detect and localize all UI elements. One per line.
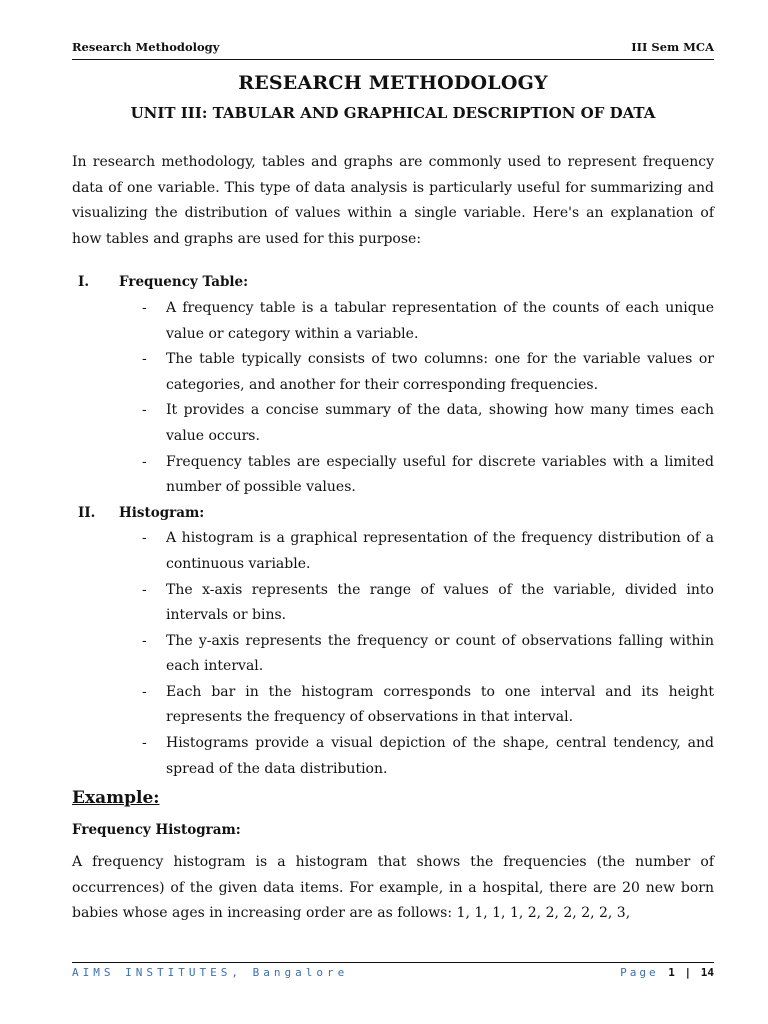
page-number [620, 966, 714, 979]
intro-paragraph: In research methodology, tables and graphs are commonly used to represent frequency data of one variable. This type of data analysis is particularly useful for summarizing and visualizing the distribution of values within a single variable. Here's an explanation of how tables and graphs are used for this purpose: [72, 154, 714, 247]
unit-subtitle: UNIT III: TABULAR AND GRAPHICAL DESCRIPTION OF DATA [130, 104, 656, 122]
page-label: Page [620, 966, 659, 979]
section-title: Histogram: [119, 504, 205, 521]
list-item: - Each bar in the histogram corresponds to one interval and its height represents the frequency of observations in that interval. [142, 683, 714, 726]
section-histogram [72, 501, 714, 783]
example-paragraph: A frequency histogram is a histogram that shows the frequencies (the number of occurrences) of the given data items. For example, in a hospital, there are 20 new born babies whose ages in increasing order are as follows: 1, 1, 1, 1, 2, 2, 2, 2, 2, 3, [72, 854, 714, 922]
section-heading [72, 501, 714, 527]
page-total: 14 [700, 966, 714, 979]
list-item: - A frequency table is a tabular representation of the counts of each unique value or category within a variable. [142, 299, 714, 342]
list-item: - Histograms provide a visual depiction of the shape, central tendency, and spread of the data distribution. [142, 735, 714, 777]
section-title: Frequency Table: [119, 274, 249, 291]
document-page [72, 40, 714, 927]
page-current: 1 [668, 966, 675, 979]
section-number: I. [78, 274, 90, 291]
frequency-histogram-heading: Frequency Histogram: [72, 822, 241, 839]
bullet-list [72, 526, 714, 782]
list-item: - The y-axis represents the frequency or count of observations falling within each interval. [142, 632, 714, 675]
list-item: - A histogram is a graphical representation of the frequency distribution of a continuous variable. [142, 530, 714, 572]
section-heading [72, 270, 714, 296]
page-title: RESEARCH METHODOLOGY [238, 72, 548, 94]
page-footer [72, 962, 714, 979]
list-item: - The x-axis represents the range of values of the variable, divided into intervals or bins. [142, 581, 714, 624]
section-number: II. [78, 504, 96, 521]
page-separator: | [684, 966, 692, 979]
bullet-list [72, 296, 714, 501]
example-heading: Example: [72, 788, 160, 809]
list-item: - It provides a concise summary of the data, showing how many times each value occurs. [142, 402, 714, 444]
header-left: Research Methodology [72, 40, 220, 54]
list-item: - The table typically consists of two columns: one for the variable values or categories, and another for their corresponding frequencies. [142, 351, 714, 393]
section-frequency-table [72, 270, 714, 500]
footer-institute: AIMS INSTITUTES, Bangalore [72, 966, 349, 979]
running-header [72, 40, 714, 60]
list-item: - Frequency tables are especially useful for discrete variables with a limited number of possible values. [142, 453, 714, 496]
header-right: III Sem MCA [631, 40, 714, 54]
